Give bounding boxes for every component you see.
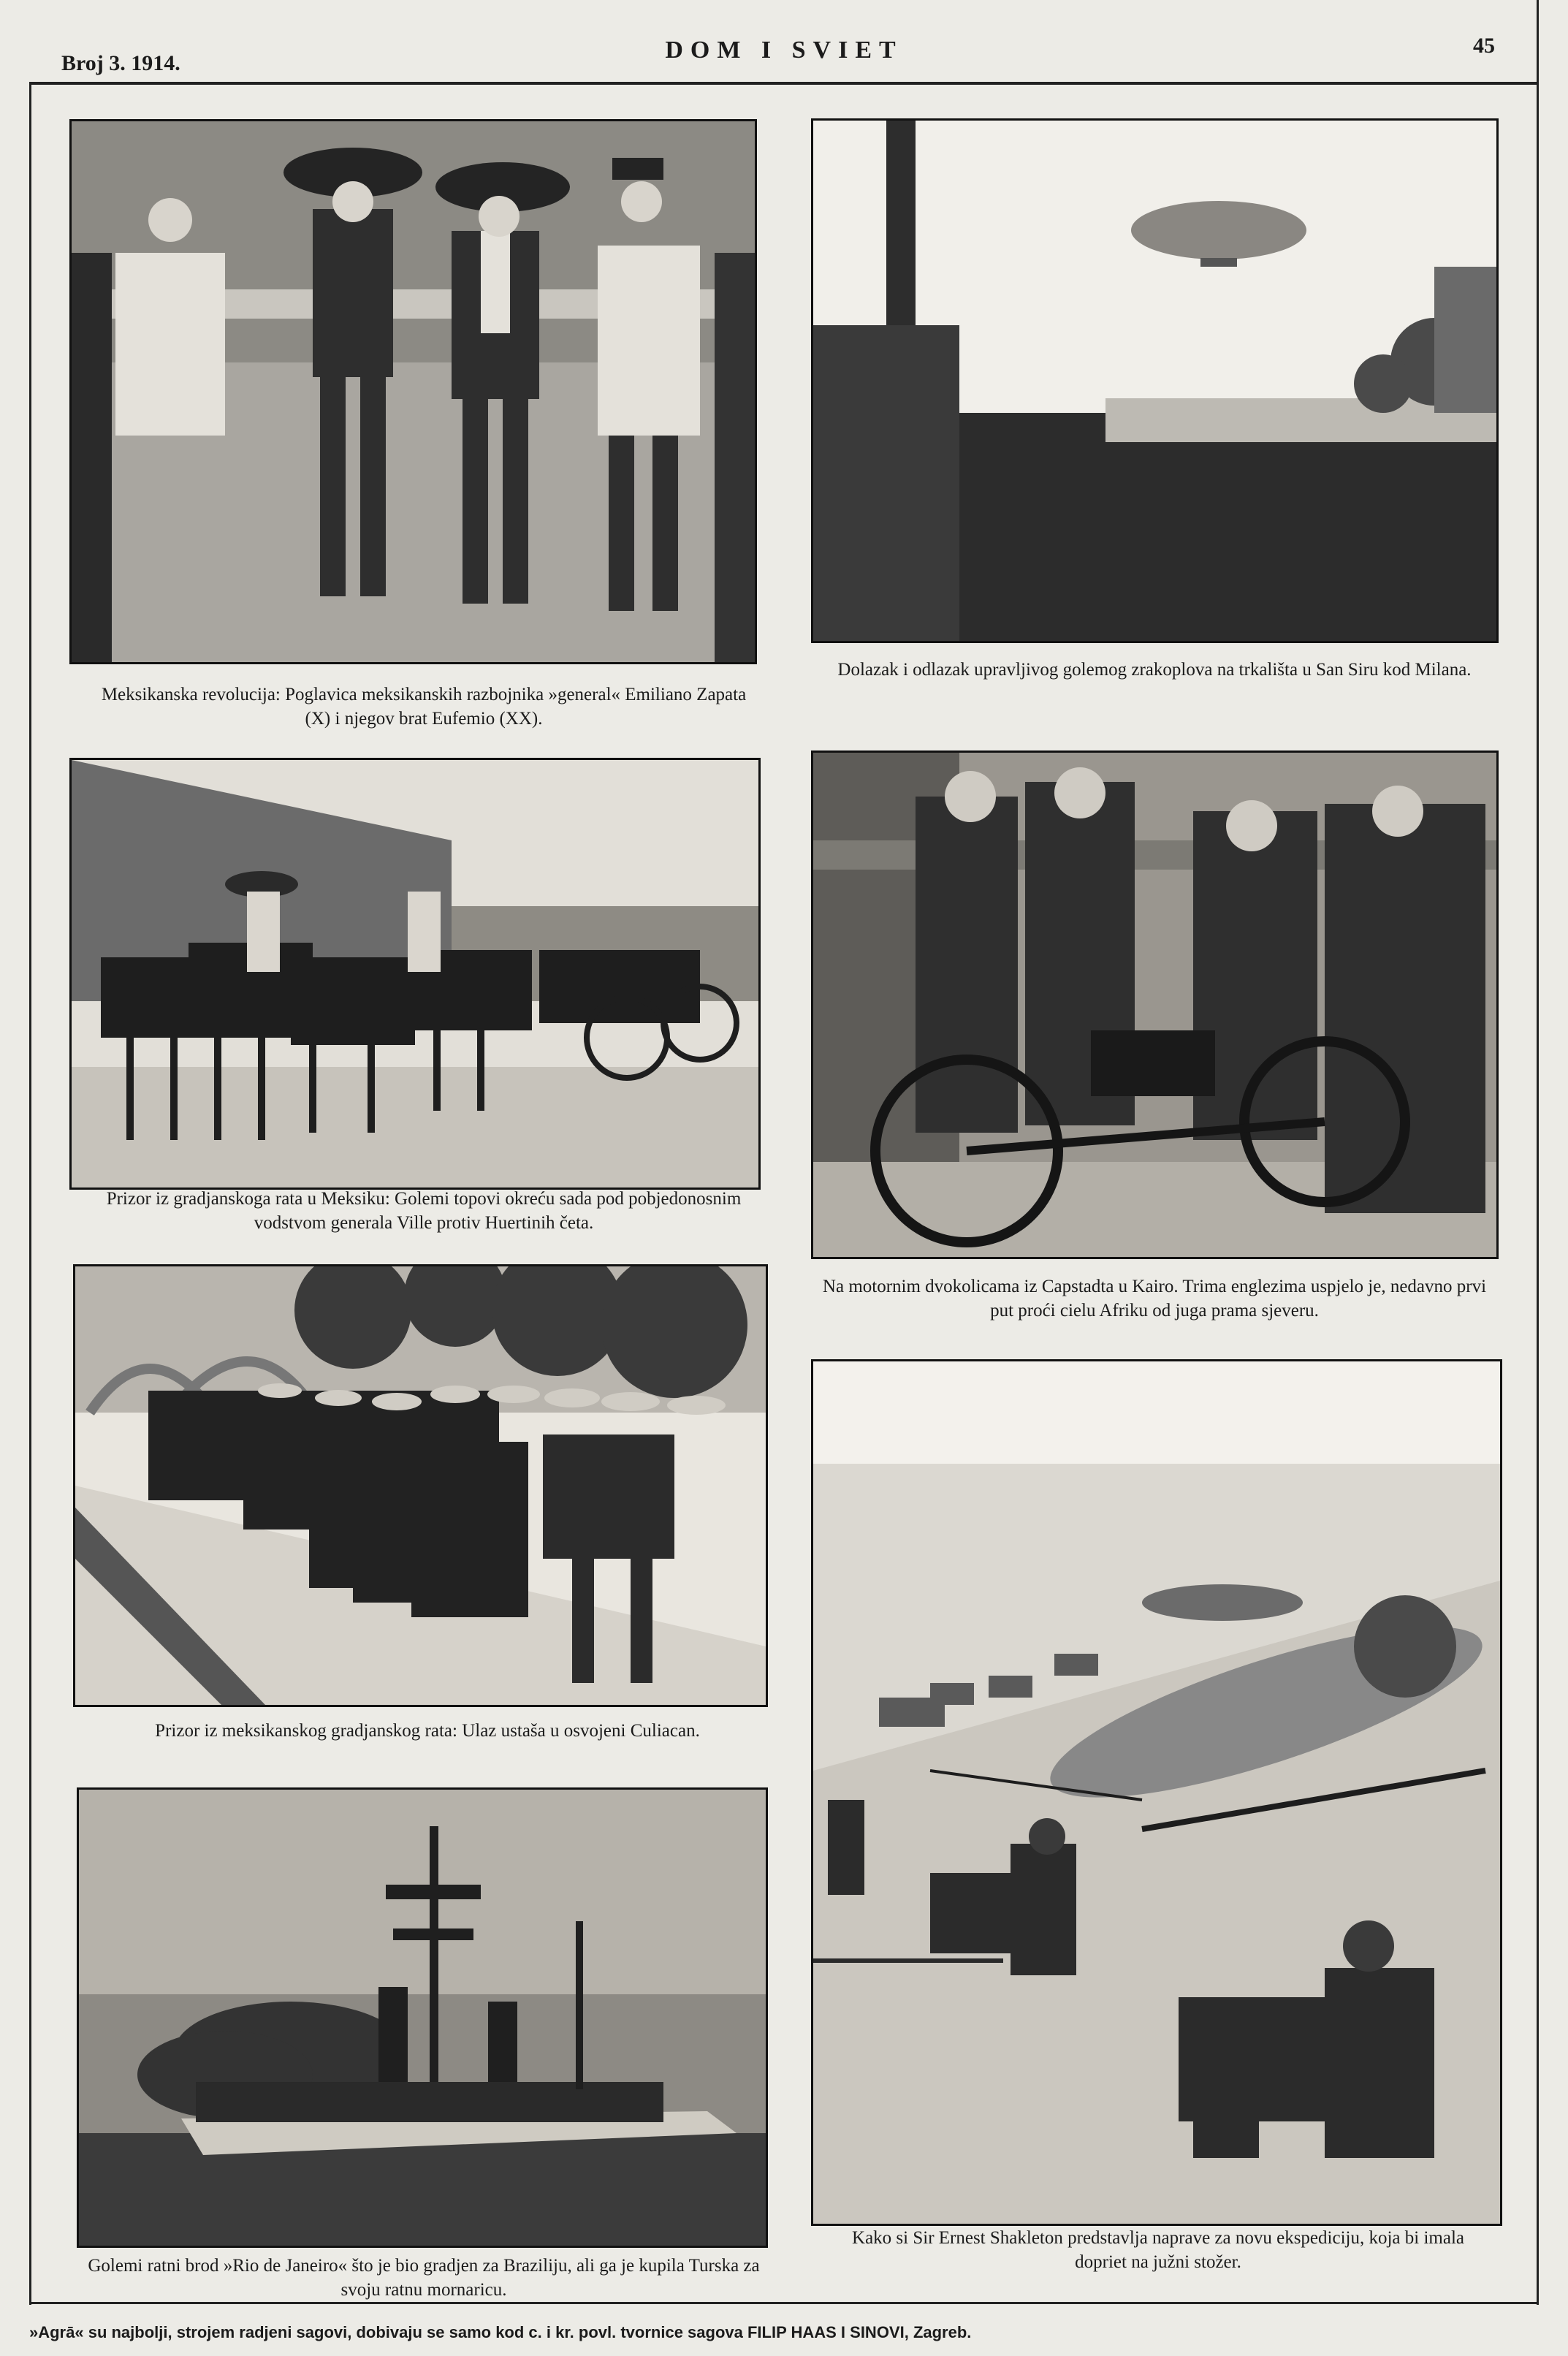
caption-zapata: Meksikanska revolucija: Poglavica meksikanskih razbojnika »general« Emiliano Zapata (X) i njegov brat Eufemio (XX). (101, 685, 747, 729)
header-rule (29, 82, 1539, 85)
caption-culiacan: Prizor iz meksikanskog gradjanskog rata: Ulaz ustaša u osvojeni Culiacan. (155, 1721, 700, 1741)
photo-cannons (69, 758, 761, 1190)
photo-culiacan (73, 1264, 768, 1707)
caption-cannons: Prizor iz gradjanskoga rata u Meksiku: Golemi topovi okreću sada pod pobjedonosnim vodstvom generala Ville protiv Huertinih četa. (106, 1189, 742, 1233)
photo-motorcycle (811, 750, 1499, 1259)
photo-shackleton (811, 1359, 1502, 2226)
page-number: 45 (1473, 34, 1495, 58)
caption-motorcycle: Na motornim dvokolicama iz Capstadta u Kairo. Trima englezima uspjelo je, nedavno prvi put proći cielu Afriku od juga prama sjeveru. (822, 1277, 1487, 1320)
caption-airship: Dolazak i odlazak upravljivog golemog zrakoplova na trkališta u San Siru kod Milana. (837, 660, 1472, 680)
photo-zapata (69, 119, 757, 664)
footer-advert: »Agrā« su najbolji, strojem radjeni sagovi, dobivaju se samo kod c. i kr. povl. tvornice sagova FILIP HAAS I SINOVI, Zagreb. (29, 2323, 972, 2341)
left-border (29, 83, 31, 2305)
photo-warship (77, 1787, 768, 2248)
caption-shackleton: Kako si Sir Ernest Shakleton predstavlja naprave za novu ekspediciju, koja bi imala dopriet na južni stožer. (852, 2228, 1464, 2272)
right-border (1537, 0, 1539, 2305)
footer-rule (29, 2302, 1539, 2304)
magazine-title: DOM I SVIET (665, 37, 903, 64)
issue-label: Broj 3. 1914. (61, 51, 180, 75)
photo-airship (811, 118, 1499, 643)
caption-warship: Golemi ratni brod »Rio de Janeiro« što je bio gradjen za Braziliju, ali ga je kupila Turska za svoju ratnu mornaricu. (88, 2256, 760, 2300)
